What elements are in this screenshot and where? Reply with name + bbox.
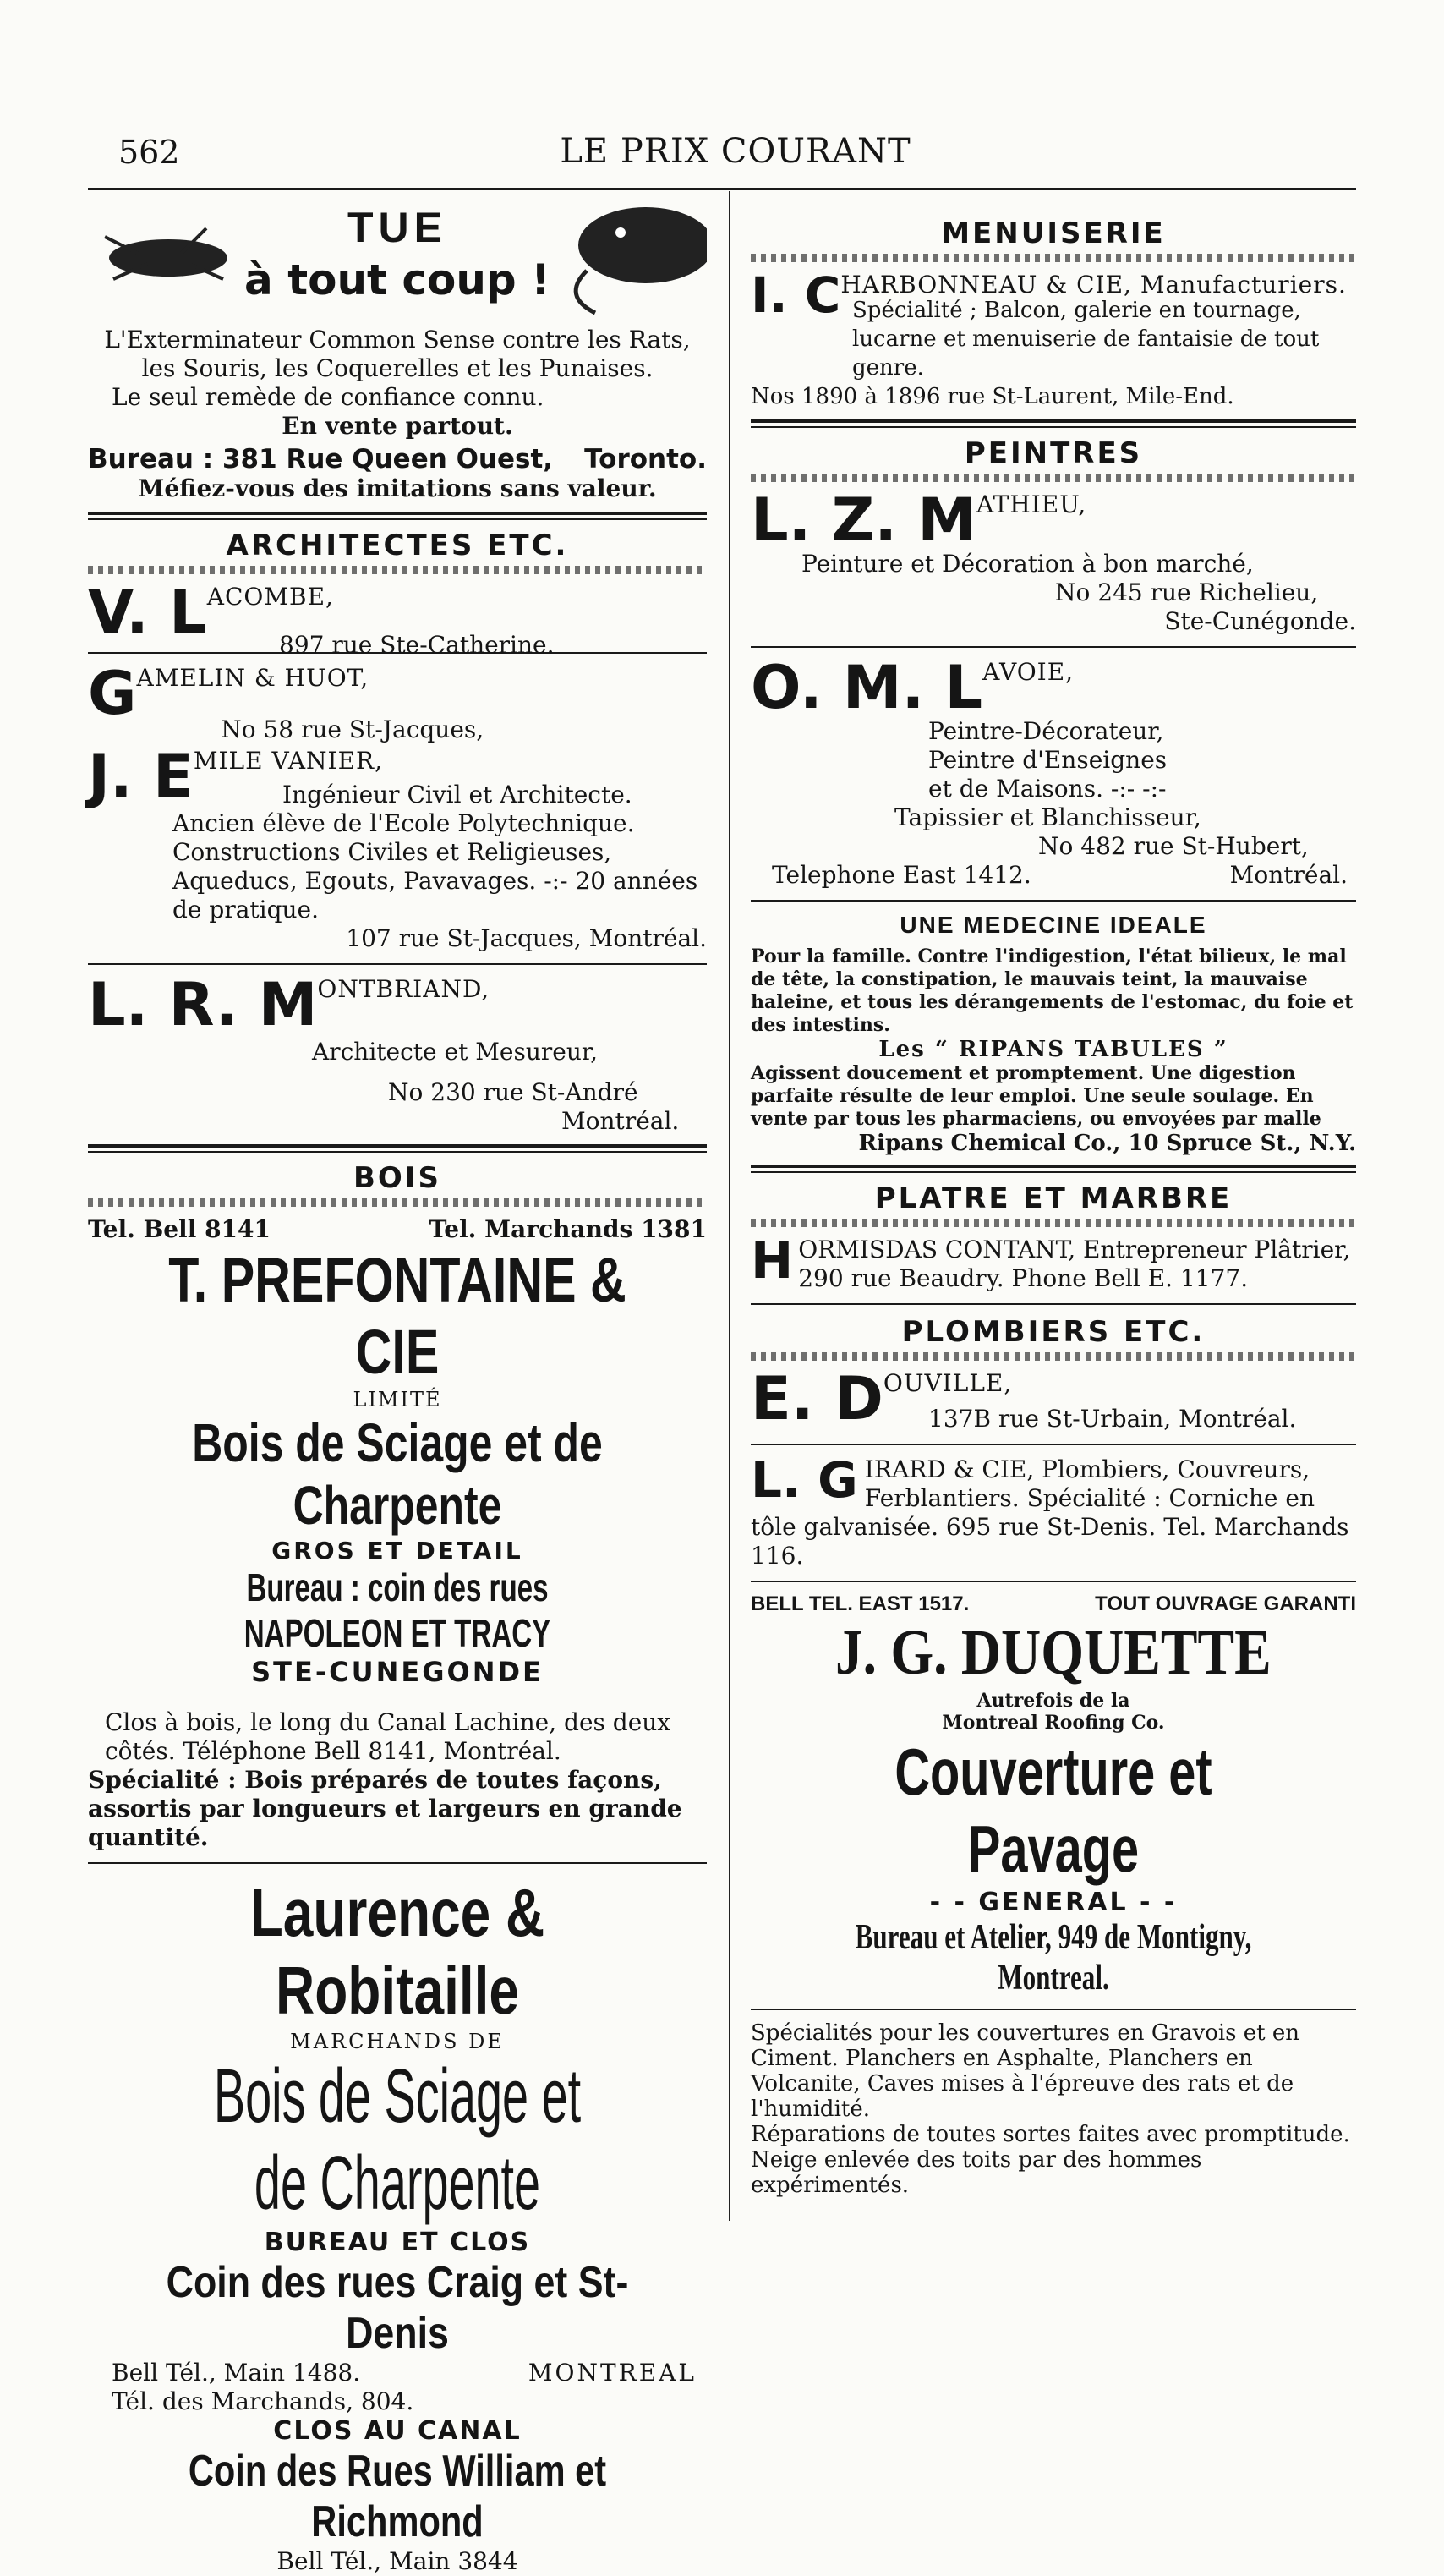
- lacombe-address: 897 rue Ste-Catherine.: [279, 631, 555, 659]
- duquette-guarantee: TOUT OUVRAGE GARANTI: [1095, 1592, 1356, 1615]
- wavy-rule: [751, 1352, 1356, 1361]
- lavoie-name: AVOIE,: [982, 658, 1075, 686]
- wavy-rule: [88, 1198, 707, 1207]
- vanier-line1: Ingénieur Civil et Architecte.: [282, 781, 632, 808]
- vanier-line2: Ancien élève de l'Ecole Polytechnique. Constructions Civiles et Religieuses, Aqueducs, Egouts, Pavavages. -:- 20 années de pratique.: [172, 809, 698, 924]
- prefontaine-product: Bois de Sciage et de Charpente: [192, 1412, 603, 1536]
- lavoie-tel: Telephone East 1412.: [772, 861, 1031, 889]
- section-menuiserie: MENUISERIE: [941, 216, 1166, 250]
- page-title: LE PRIX COURANT: [560, 132, 911, 171]
- laurence-city: MONTREAL: [528, 2359, 697, 2387]
- listing-gamelin: [88, 659, 707, 743]
- duquette-spec1: Spécialités pour les couvertures en Gravois et en Ciment. Planchers en Asphalte, Planchers en Volcanite, Caves mises à l'épreuve des rats et de l'humidité.: [751, 2020, 1300, 2122]
- medecine-ad: [751, 912, 1356, 1156]
- mathieu-line2: No 245 rue Richelieu,: [1055, 578, 1319, 606]
- gamelin-address: No 58 rue St-Jacques,: [221, 715, 484, 743]
- section-architectes: ARCHITECTES ETC.: [226, 529, 569, 562]
- page-header: [118, 127, 1353, 178]
- wavy-rule: [751, 474, 1356, 482]
- montbriand-name: ONTBRIAND,: [317, 975, 490, 1003]
- tue-bureau: Bureau : 381 Rue Queen Ouest,: [88, 444, 554, 474]
- duquette-formerly2: Montreal Roofing Co.: [942, 1712, 1165, 1734]
- duquette-service: Couverture et Pavage: [894, 1735, 1212, 1886]
- laurence-tel3: Bell Tél., Main 3844: [276, 2547, 518, 2575]
- lavoie-line2: Peintre d'Enseignes: [928, 746, 1168, 774]
- lavoie-city: Montréal.: [1229, 861, 1348, 889]
- divider: [88, 963, 707, 965]
- duquette-spec2: Réparations de toutes sortes faites avec promptitude.: [751, 2122, 1350, 2147]
- montbriand-line1: Architecte et Mesureur,: [312, 1038, 599, 1066]
- lavoie-line3: et de Maisons. -:- -:-: [928, 775, 1167, 803]
- girard-text: IRARD & CIE, Plombiers, Couvreurs, Ferblantiers. Spécialité : Corniche en tôle galvanisée. 695 rue St-Denis. Tel. Marchands 116.: [751, 1455, 1349, 1570]
- laurence-bureau: BUREAU ET CLOS: [264, 2228, 531, 2257]
- prefontaine-limite: LIMITÉ: [353, 1388, 442, 1411]
- listing-montbriand: [88, 970, 707, 1136]
- divider: [751, 1581, 1356, 1582]
- gamelin-initial: G: [88, 659, 137, 728]
- divider: [751, 1165, 1356, 1173]
- charbonneau-line1: Spécialité ; Balcon, galerie en tournage, lucarne et menuiserie de fantaisie de tout genre.: [852, 298, 1320, 381]
- medecine-title: UNE MEDECINE IDEALE: [900, 912, 1207, 938]
- montbriand-line2: No 230 rue St-André: [388, 1078, 638, 1106]
- douville-initials: E. D: [751, 1364, 883, 1433]
- listing-lavoie: [751, 653, 1356, 890]
- listing-lacombe: [88, 578, 707, 659]
- mathieu-name: ATHIEU,: [976, 491, 1087, 518]
- duquette-general: - - GENERAL - -: [929, 1888, 1178, 1917]
- duquette-bureau: Bureau et Atelier, 949 de Montigny, Montreal.: [855, 1918, 1252, 1998]
- vanier-initials: J. E: [88, 742, 194, 811]
- laurence-corner2: Coin des Rues William et Richmond: [188, 2447, 607, 2546]
- prefontaine-company: T. PREFONTAINE & CIE: [168, 1245, 626, 1387]
- column-divider: [729, 191, 730, 2221]
- wavy-rule: [751, 1219, 1356, 1227]
- lavoie-line1: Peintre-Décorateur,: [928, 717, 1164, 745]
- laurence-corner1: Coin des rues Craig et St-Denis: [166, 2258, 629, 2358]
- lavoie-line4: Tapissier et Blanchisseur,: [894, 803, 1201, 831]
- lacombe-name: ACOMBE,: [206, 583, 334, 611]
- listing-mathieu: [751, 485, 1356, 636]
- medecine-text1: Pour la famille. Contre l'indigestion, l'état bilieux, le mal de tête, la constipation, le mauvais teint, la mauvaise haleine, et tous les dérangements de l'estomac, du foie et des intestins.: [751, 945, 1354, 1036]
- mathieu-line3: Ste-Cunégonde.: [1164, 607, 1356, 635]
- divider: [751, 419, 1356, 428]
- prefontaine-desc1: Clos à bois, le long du Canal Lachine, des deux côtés. Téléphone Bell 8141, Montréal.: [105, 1708, 671, 1765]
- tue-city: Toronto.: [584, 444, 707, 474]
- divider: [751, 646, 1356, 648]
- lavoie-initials: O. M. L: [751, 653, 983, 722]
- divider: [88, 512, 707, 520]
- listing-vanier: [88, 742, 707, 953]
- wavy-rule: [751, 254, 1356, 262]
- divider: [88, 1862, 707, 1864]
- listing-charbonneau: [751, 266, 1356, 411]
- charbonneau-name: HARBONNEAU & CIE, Manufacturiers.: [840, 271, 1347, 299]
- prefontaine-gros: GROS ET DETAIL: [271, 1537, 523, 1565]
- prefontaine-desc2: Spécialité : Bois préparés de toutes façons, assortis par longueurs et largeurs en grande quantité.: [88, 1766, 682, 1851]
- medecine-brand: Les “ RIPANS TABULES ”: [878, 1037, 1228, 1062]
- lacombe-initials: V. L: [88, 578, 207, 647]
- mathieu-initials: L. Z. M: [751, 485, 976, 555]
- douville-name: OUVILLE,: [883, 1369, 1013, 1397]
- duquette-tel: BELL TEL. EAST 1517.: [751, 1592, 970, 1615]
- charbonneau-initials: I. C: [751, 266, 841, 324]
- prefontaine-bureau: Bureau : coin des rues NAPOLEON ET TRACY: [243, 1565, 551, 1655]
- listing-contant: [751, 1231, 1356, 1293]
- left-column: [88, 195, 707, 2576]
- laurence-tel1: Bell Tél., Main 1488.: [112, 2359, 361, 2387]
- divider: [751, 900, 1356, 902]
- contant-initial: H: [751, 1231, 794, 1291]
- duquette-ad: [751, 1592, 1356, 2198]
- lavoie-line5: No 482 rue St-Hubert,: [1038, 832, 1309, 860]
- mathieu-line1: Peinture et Décoration à bon marché,: [801, 550, 1254, 578]
- page-number: 562: [118, 134, 180, 171]
- tue-title: TUE: [347, 204, 447, 251]
- tue-ad: [88, 195, 707, 503]
- tue-line2: Le seul remède de confiance connu.: [112, 383, 544, 411]
- duquette-formerly1: Autrefois de la: [976, 1690, 1130, 1712]
- girard-initials: L. G: [751, 1451, 858, 1509]
- duquette-company: J. G. DUQUETTE: [835, 1617, 1272, 1688]
- laurence-company: Laurence & Robitaille: [249, 1875, 545, 2028]
- tue-line3: En vente partout.: [282, 412, 513, 440]
- charbonneau-line2: Nos 1890 à 1896 rue St-Laurent, Mile-End.: [751, 384, 1234, 409]
- montbriand-initials: L. R. M: [88, 970, 318, 1039]
- tue-slogan: à tout coup !: [244, 255, 550, 304]
- header-rule: [88, 188, 1356, 190]
- laurence-ad: [88, 1874, 707, 2576]
- laurence-marchands: MARCHANDS DE: [290, 2030, 505, 2053]
- section-peintres: PEINTRES: [964, 436, 1143, 470]
- tue-warning: Méfiez-vous des imitations sans valeur.: [138, 474, 657, 502]
- wavy-rule: [88, 566, 707, 574]
- prefontaine-place: STE-CUNEGONDE: [251, 1656, 544, 1688]
- divider: [88, 1144, 707, 1153]
- montbriand-line3: Montréal.: [561, 1107, 680, 1135]
- laurence-product: Bois de Sciage et de Charpente: [213, 2054, 582, 2226]
- section-platre: PLATRE ET MARBRE: [874, 1181, 1233, 1215]
- divider: [751, 2009, 1356, 2010]
- contant-text: ORMISDAS CONTANT, Entrepreneur Plâtrier, 290 rue Beaudry. Phone Bell E. 1177.: [798, 1236, 1351, 1292]
- tue-line1: L'Exterminateur Common Sense contre les Rats, les Souris, les Coquerelles et les Punaises.: [104, 326, 691, 382]
- duquette-spec3: Neige enlevée des toits par des hommes expérimentés.: [751, 2147, 1202, 2198]
- prefontaine-tel-marchands: Tel. Marchands 1381: [429, 1215, 707, 1243]
- vanier-address: 107 rue St-Jacques, Montréal.: [346, 924, 707, 952]
- listing-douville: [751, 1364, 1356, 1433]
- prefontaine-ad: [88, 1215, 707, 1852]
- divider: [751, 1303, 1356, 1305]
- prefontaine-tel-bell: Tel. Bell 8141: [88, 1215, 271, 1243]
- right-column: [751, 195, 1356, 2198]
- laurence-tel2: Tél. des Marchands, 804.: [112, 2387, 414, 2415]
- douville-address: 137B rue St-Urbain, Montréal.: [928, 1405, 1297, 1433]
- vanier-name: MILE VANIER,: [193, 747, 384, 775]
- divider: [751, 1444, 1356, 1445]
- medecine-company: Ripans Chemical Co., 10 Spruce St., N.Y.: [858, 1131, 1356, 1156]
- laurence-clos: CLOS AU CANAL: [273, 2416, 522, 2446]
- section-plombiers: PLOMBIERS ETC.: [901, 1315, 1206, 1349]
- listing-girard: [751, 1451, 1356, 1570]
- gamelin-name: AMELIN & HUOT,: [136, 664, 369, 692]
- medecine-text2: Agissent doucement et promptement. Une digestion parfaite résulte de leur emploi. Une seule soulage. En vente par tous les pharmaciens, ou envoyées par malle: [751, 1062, 1321, 1130]
- section-bois: BOIS: [353, 1161, 441, 1195]
